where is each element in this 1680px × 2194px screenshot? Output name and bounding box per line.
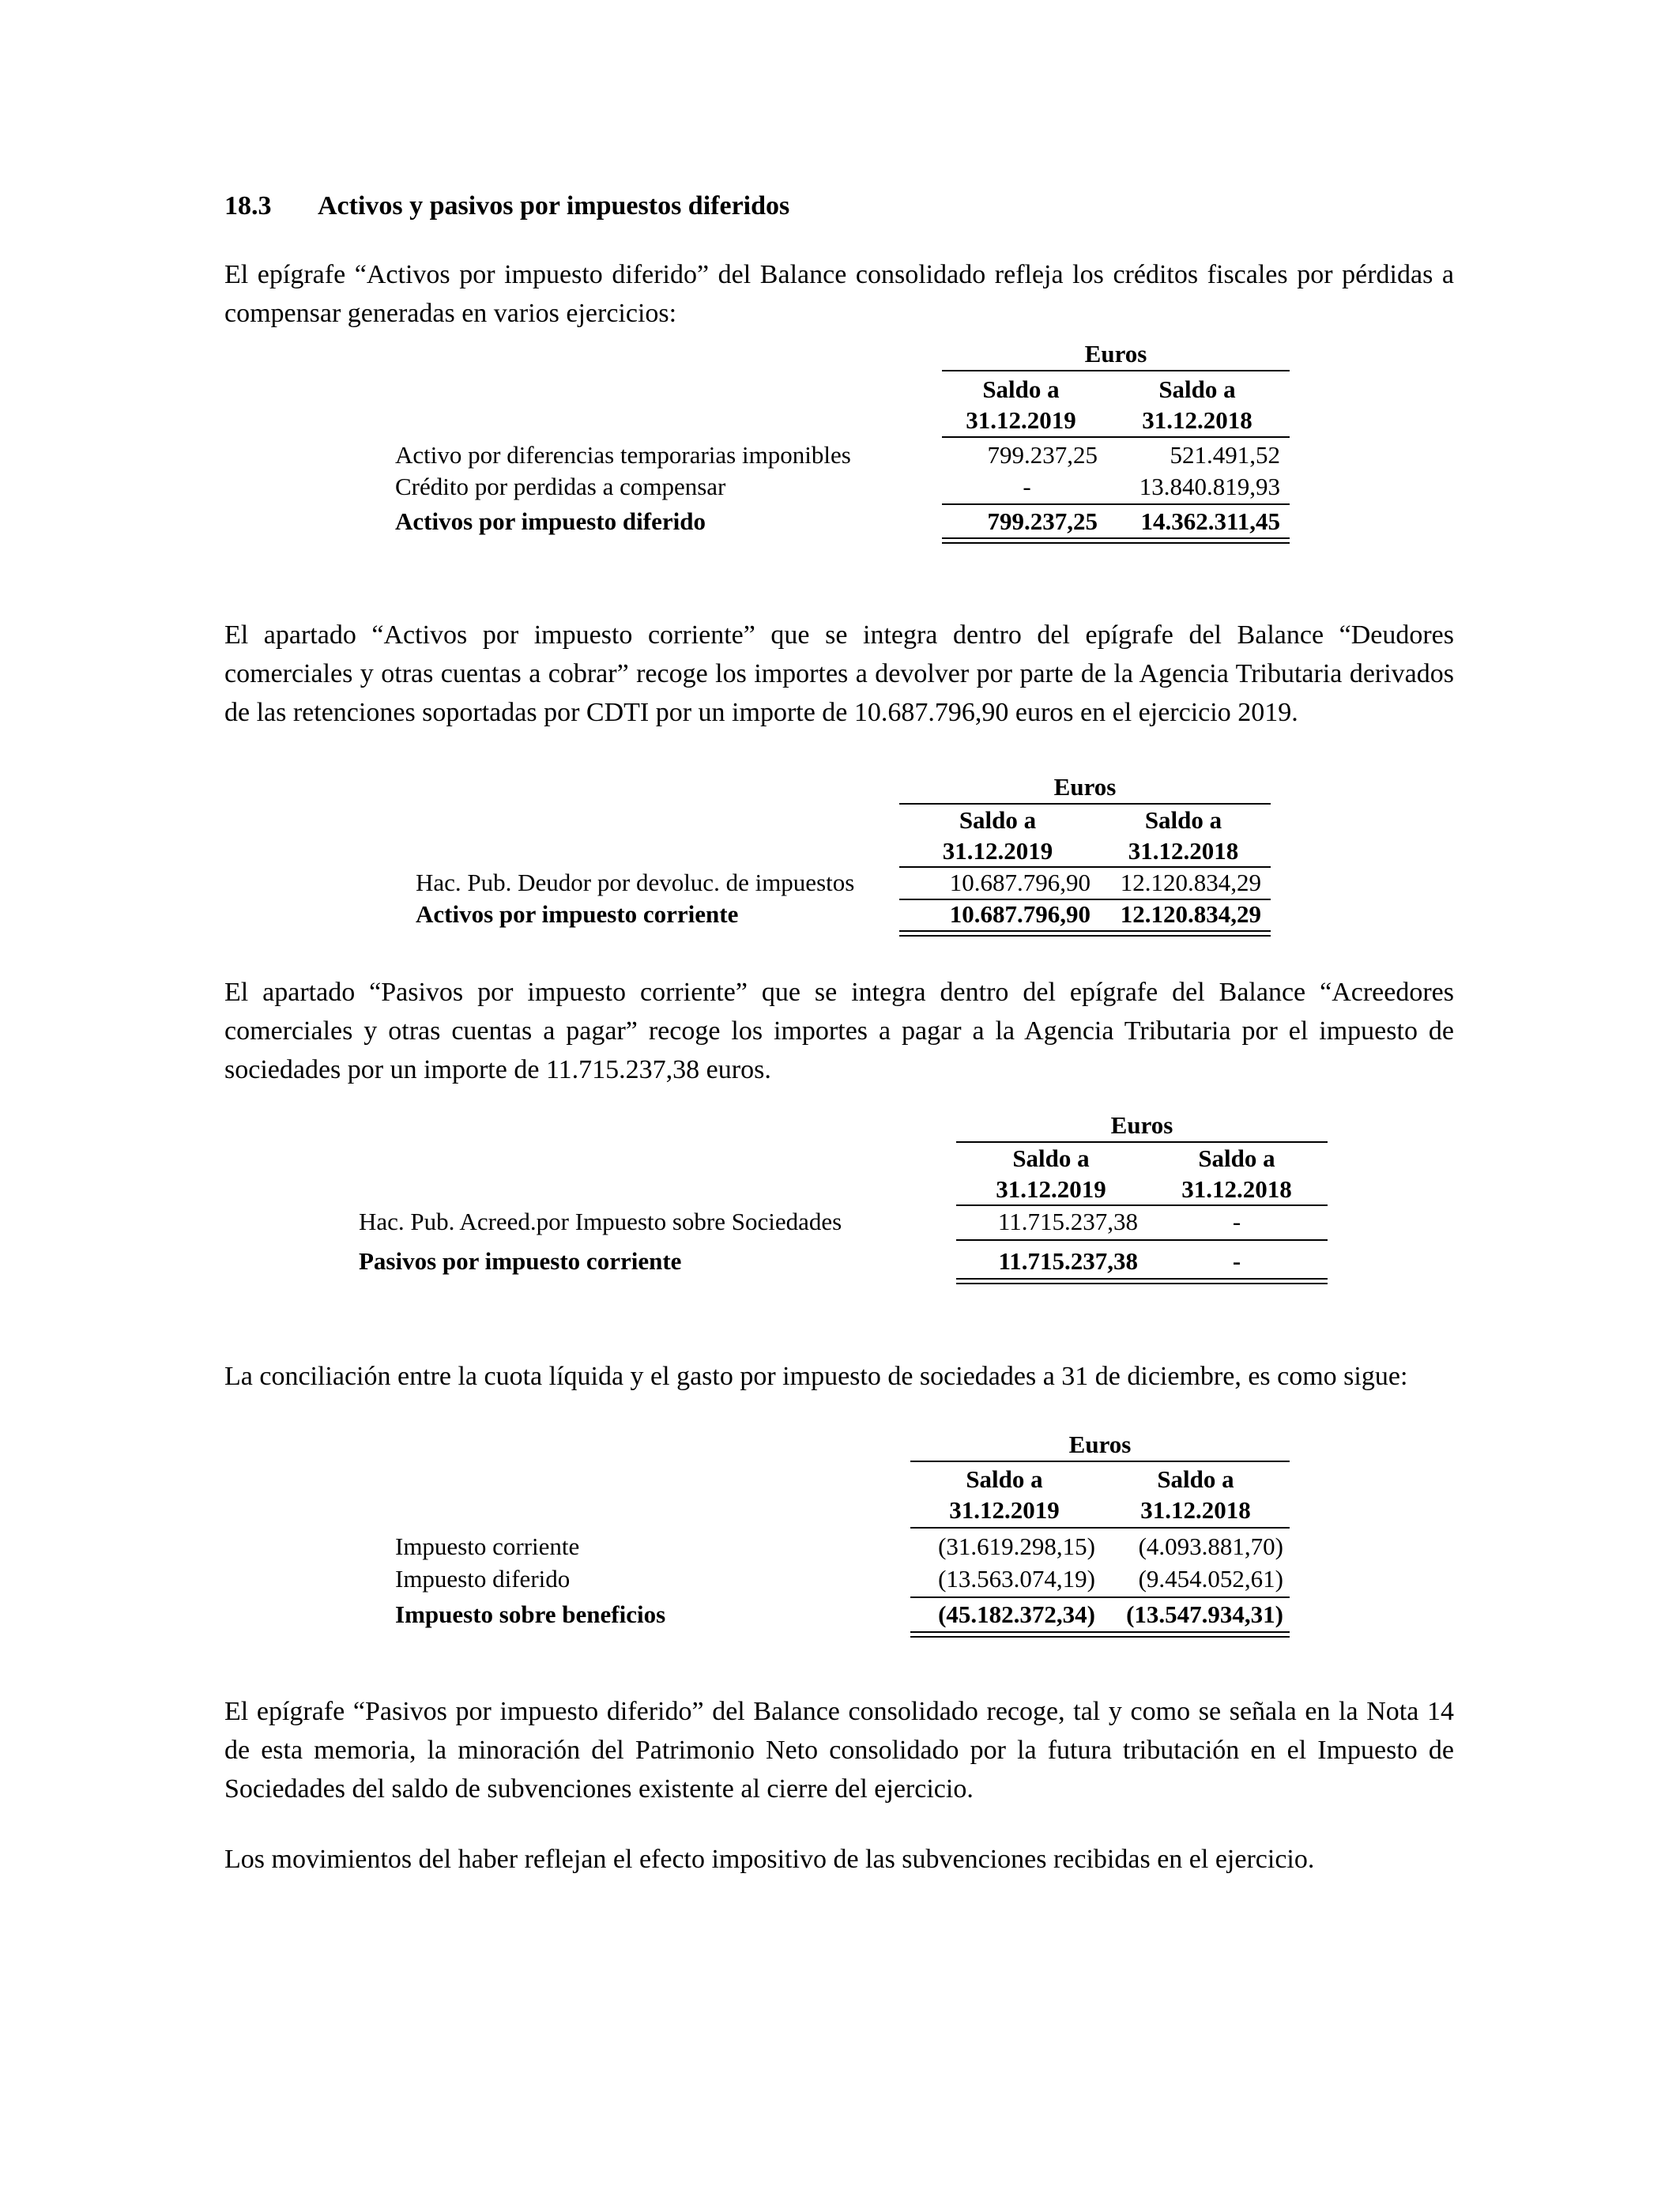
column-header-2019 [942,374,1100,435]
column-header-date: 31.12.2019 [949,1496,1060,1524]
section-number: 18.3 [224,191,272,221]
paragraph-current-tax-assets: El apartado “Activos por impuesto corriente” que se integra dentro del epígrafe del Balance “Deudores comerciales y otras cuentas a cobrar” recoge los importes a devolver por parte de la Agencia Tributaria derivados de las retenciones soportadas por CDTI por un importe de 10.687.796,90 euros en el ejercicio 2019. [224,620,1454,727]
value-2018: 521.491,52 [1170,441,1280,469]
value-2018: (4.093.881,70) [1138,1532,1283,1560]
column-header-2019 [909,805,1087,866]
value-2019: 11.715.237,38 [997,1208,1138,1235]
double-underline [899,930,1271,937]
divider [942,370,1290,371]
value-2019: - [1023,473,1031,500]
value-2018: 12.120.834,29 [1120,869,1261,896]
column-header-date: 31.12.2018 [1140,1496,1251,1524]
divider [910,1461,1290,1462]
column-header-2018 [1118,374,1276,435]
total-label: Activos por impuesto diferido [395,507,706,535]
value-2019: 799.237,25 [987,441,1098,469]
column-header-date: 31.12.2019 [996,1175,1106,1203]
total-2018: 14.362.311,45 [1140,507,1280,535]
row-label: Activo por diferencias temporarias imponibles [395,441,851,469]
table-currency-header: Euros [1084,340,1147,368]
column-header-line: Saldo a [1157,1465,1234,1493]
paragraph-credit-movements: Los movimientos del haber reflejan el efecto impositivo de las subvenciones recibidas en el ejercicio. [224,1845,1315,1874]
total-2018: (13.547.934,31) [1126,1600,1283,1628]
column-header-line: Saldo a [1012,1144,1090,1172]
value-2018: (9.454.052,61) [1138,1565,1283,1593]
paragraph-intro-deferred-assets: El epígrafe “Activos por impuesto diferido” del Balance consolidado refleja los créditos fiscales por pérdidas a compensar generadas en varios ejercicios: [224,260,1454,328]
column-header-2018 [1094,805,1272,866]
table-currency-header: Euros [1068,1431,1132,1458]
value-2019: (13.563.074,19) [938,1565,1095,1593]
row-label: Impuesto corriente [395,1532,580,1560]
column-header-date: 31.12.2019 [966,406,1076,434]
double-underline [910,1631,1290,1638]
total-label: Pasivos por impuesto corriente [359,1247,682,1275]
double-underline [956,1278,1328,1284]
total-2019: 799.237,25 [987,507,1098,535]
column-header-date: 31.12.2018 [1128,837,1239,865]
divider [910,1596,1290,1598]
total-2018: 12.120.834,29 [1120,900,1261,928]
column-header-line: Saldo a [1144,806,1222,834]
total-2018: - [1232,1247,1241,1275]
paragraph-current-tax-liabilities: El apartado “Pasivos por impuesto corriente” que se integra dentro del epígrafe del Balance “Acreedores comerciales y otras cuentas a pagar” recoge los importes a pagar a la Agencia Tributaria por el impuesto de sociedades por un importe de 11.715.237,38 euros. [224,978,1454,1084]
total-label: Activos por impuesto corriente [416,900,739,928]
value-2018: - [1232,1208,1241,1235]
divider [942,503,1290,505]
table-currency-header: Euros [1053,773,1117,801]
divider [956,1239,1328,1241]
divider [910,1527,1290,1529]
column-header-line: Saldo a [959,806,1037,834]
column-header-2018 [1146,1143,1328,1204]
paragraph-deferred-tax-liabilities: El epígrafe “Pasivos por impuesto diferido” del Balance consolidado recoge, tal y como se señala en la Nota 14 de esta memoria, la minoración del Patrimonio Neto consolidado por la futura tributación en el Impuesto de Sociedades del saldo de subvenciones existente al cierre del ejercicio. [224,1697,1454,1804]
column-header-2019 [915,1464,1094,1525]
column-header-2018 [1106,1464,1285,1525]
column-header-date: 31.12.2018 [1142,406,1252,434]
row-label: Hac. Pub. Acreed.por Impuesto sobre Sociedades [359,1208,842,1235]
total-2019: 11.715.237,38 [998,1247,1138,1275]
value-2019: 10.687.796,90 [949,869,1090,896]
column-header-date: 31.12.2019 [942,837,1053,865]
row-label: Hac. Pub. Deudor por devoluc. de impuestos [416,869,855,896]
total-2019: (45.182.372,34) [938,1600,1095,1628]
column-header-line: Saldo a [966,1465,1043,1493]
column-header-2019 [960,1143,1142,1204]
row-label: Impuesto diferido [395,1565,571,1593]
column-header-line: Saldo a [1198,1144,1275,1172]
column-header-line: Saldo a [982,375,1060,403]
column-header-line: Saldo a [1158,375,1236,403]
column-header-date: 31.12.2018 [1181,1175,1292,1203]
double-underline [942,537,1290,544]
divider [942,436,1290,438]
value-2018: 13.840.819,93 [1139,473,1280,500]
section-title: Activos y pasivos por impuestos diferidos [318,191,790,221]
paragraph-reconciliation: La conciliación entre la cuota líquida y el gasto por impuesto de sociedades a 31 de diciembre, es como sigue: [224,1362,1408,1391]
value-2019: (31.619.298,15) [938,1532,1095,1560]
total-2019: 10.687.796,90 [949,900,1090,928]
row-label: Crédito por perdidas a compensar [395,473,726,500]
total-label: Impuesto sobre beneficios [395,1600,666,1628]
table-currency-header: Euros [1110,1111,1173,1139]
